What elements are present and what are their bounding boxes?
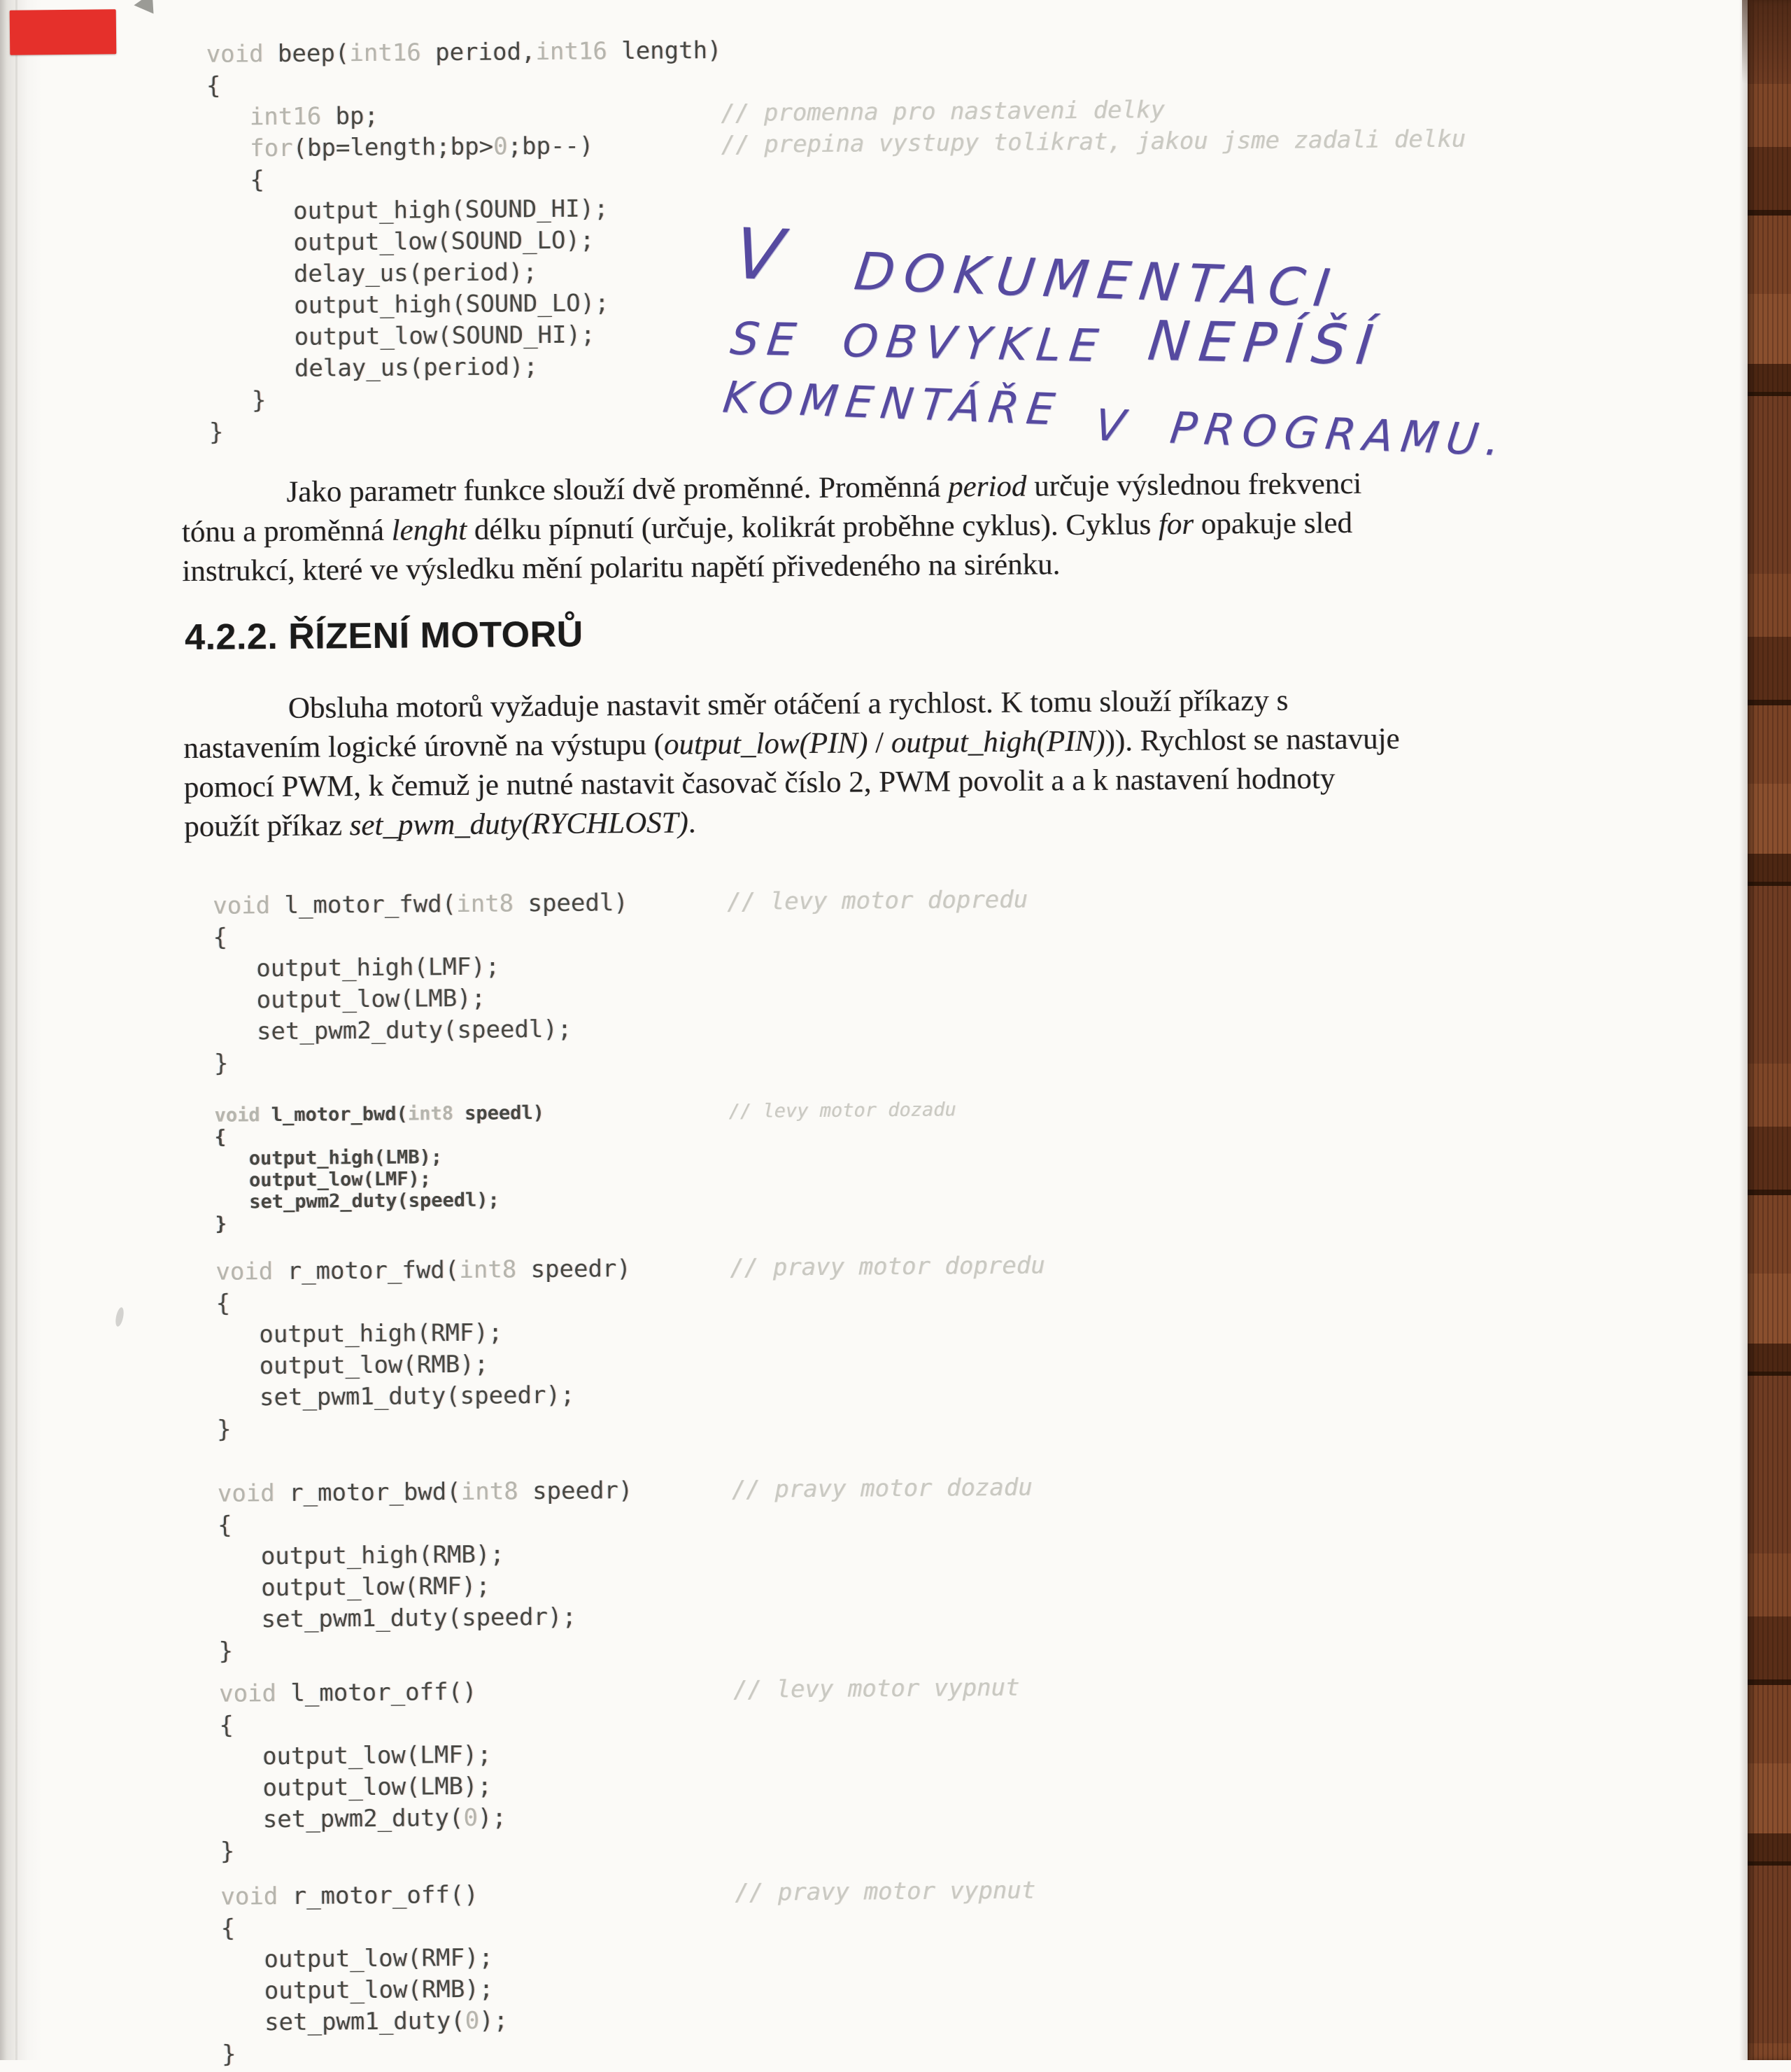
code-text: output_low(RMB); [216,1350,489,1381]
code-text: set_pwm2_duty(speedl); [215,1189,500,1213]
code-text: period, [420,38,536,67]
code-line [215,1167,545,1192]
code-line [217,1411,632,1446]
code-line [216,1316,632,1351]
code-comment: // prepina vystupy tolikrat, jakou jsme zadali delku [721,125,1466,160]
code-text [206,103,250,131]
text-segment: . [688,806,696,840]
code-text: ); [477,1803,507,1832]
code-line [208,255,723,291]
code-line [220,1739,507,1773]
code-line [216,1348,632,1383]
code-line [213,1013,629,1048]
code-text: { [206,71,221,100]
code-text: { [217,1511,232,1539]
code-text: set_pwm1_duty( [221,2006,465,2037]
italic-term: output_high(PIN) [891,724,1105,760]
handwritten-word: V PROGRAMU. [1091,399,1511,466]
code-l-motor-bwd [214,1099,956,1235]
code-text: output_high(SOUND_LO); [208,289,609,320]
code-text: speedr) [516,1255,632,1284]
code-text: output_low(LMB); [219,1772,493,1803]
code-text: set_pwm1_duty(speedr); [218,1602,577,1634]
code-text: output_low(SOUND_LO); [207,226,595,258]
code-text: { [213,923,228,952]
code-line [220,1770,507,1804]
text-segment: Obsluha motorů vyžaduje nastavit směr otáčení a rychlost. K tomu slouží příkazy s [288,684,1289,725]
code-text: output_low(RMB); [221,1975,494,2006]
code-keyword: int8 [459,1255,517,1284]
code-comment: // levy motor vypnut [732,1673,1020,1704]
code-keyword: 0 [493,132,508,161]
handwritten-word: KOMENTÁŘE [720,371,1066,435]
code-line [217,1473,1033,1510]
code-keyword: void [217,1479,290,1508]
code-text: l_motor_bwd( [271,1103,408,1127]
code-text: length) [607,36,722,66]
code-line [221,1973,508,2007]
text-segment: / [868,726,892,760]
code-text [207,134,250,162]
text-segment: pomocí PWM, k čemuž je nutné nastavit časovač číslo 2, PWM povolit a a k nastavení hodnoty [183,762,1336,805]
code-text: } [221,2040,236,2069]
code-keyword: void [220,1882,292,1911]
code-text: ;bp--) [507,132,594,161]
text-segment: délku pípnutí (určuje, kolikrát proběhne cyklus). Cyklus [466,508,1159,547]
code-text: speedl) [513,889,628,918]
code-line [209,413,725,449]
code-text: { [206,166,265,195]
handwritten-note-line [720,371,1511,466]
code-text: } [208,418,224,446]
code-text: output_low(RMF); [220,1943,494,1974]
code-line [206,66,722,102]
code-line [215,1211,546,1235]
code-text: output_low(SOUND_HI); [208,320,595,352]
code-line [215,1189,545,1213]
code-line [215,1251,1045,1288]
code-text: set_pwm2_duty( [220,1803,464,1834]
handwritten-word: V [730,213,862,299]
code-keyword: 0 [463,1803,479,1832]
code-keyword: void [218,1679,291,1708]
code-line [218,1538,633,1573]
code-keyword: int8 [456,889,514,919]
wood-desk-edge [1748,0,1791,2060]
text-segment: Jako parametr funkce slouží dvě proměnné. Proměnná [286,470,949,509]
text-segment: tónu a proměnná [181,514,392,549]
code-line [208,381,724,417]
text-segment: opakuje sled [1193,506,1353,541]
paragraph-motor-description [183,678,1724,847]
code-line [220,1910,507,1944]
code-line [217,1379,632,1414]
code-line [221,1942,508,1975]
code-line [220,1876,1036,1912]
code-text: l_motor_off() [290,1677,477,1707]
code-line [207,161,723,197]
code-line [215,1146,545,1170]
code-line [214,1045,630,1080]
code-comment: // promenna pro nastaveni delky [721,96,1165,128]
code-text: l_motor_fwd( [284,890,457,919]
code-text: } [218,1637,234,1665]
code-line [206,96,1165,134]
code-comment: // levy motor dopredu [726,885,1028,916]
code-line [218,1673,1020,1710]
code-keyword: void [213,891,285,920]
italic-term: set_pwm_duty(RYCHLOST) [349,806,689,843]
italic-term: lenght [391,513,467,547]
code-text: { [220,1914,236,1943]
text-segment: nastavením logické úrovně na výstupu ( [183,728,665,766]
code-keyword: int16 [249,102,322,132]
code-text: output_low(LMF); [219,1740,492,1771]
italic-term: period [948,470,1027,504]
text-segment: použít příkaz [184,809,350,844]
code-comment: // pravy motor dopredu [730,1251,1045,1282]
code-line [207,192,723,228]
code-comment: // pravy motor dozadu [731,1473,1033,1504]
code-text: } [220,1837,235,1866]
text-segment: určuje výslednou frekvenci [1026,467,1362,503]
code-line [208,318,724,354]
code-text: r_motor_fwd( [287,1256,460,1285]
code-text: } [215,1213,227,1235]
handwritten-word: NEPÍŠÍ [1145,309,1386,378]
italic-term: output_low(PIN) [663,726,868,761]
code-keyword: int8 [460,1477,518,1506]
code-r-motor-bwd [217,1473,1033,1668]
code-text: beep( [277,39,350,68]
italic-term: for [1158,507,1194,542]
code-text: output_high(LMF); [213,952,500,983]
code-text: set_pwm1_duty(speedr); [216,1381,575,1412]
code-line [208,224,723,260]
code-line [208,287,723,323]
text-segment: instrukcí, které ve výsledku mění polaritu napětí přivedeného na sirénku. [182,548,1061,589]
code-text: delay_us(period); [207,258,538,289]
handwritten-note-line [730,213,1345,319]
code-text: speedl) [453,1102,545,1125]
code-text: output_low(LMB); [213,984,486,1015]
code-r-motor-fwd [215,1251,1045,1446]
code-line [208,350,724,386]
code-comment: // levy motor dozadu [728,1099,956,1122]
code-text: } [216,1415,232,1444]
code-text: output_high(LMB); [214,1146,443,1170]
code-keyword: void [206,39,278,69]
code-r-motor-off [220,1876,1036,2070]
code-text: set_pwm2_duty(speedl); [213,1015,572,1046]
code-line [213,919,628,954]
text-segment: )). Rychlost se nastavuje [1105,722,1400,758]
code-text: } [208,386,267,415]
code-text: output_low(LMF); [215,1168,432,1192]
code-line [218,1570,634,1605]
code-text: output_high(RMF); [215,1318,503,1349]
handwritten-word: DOKUMENTACI [851,241,1343,319]
code-line [213,982,629,1017]
code-text: (bp=length;bp> [292,132,494,162]
section-heading: 4.2.2. ŘÍZENÍ MOTORŮ [184,614,583,658]
code-line [213,885,1028,922]
code-line [218,1601,634,1636]
code-text: r_motor_bwd( [288,1477,461,1507]
code-text: { [214,1126,227,1148]
code-keyword: 0 [465,2006,480,2035]
code-text: speedr) [518,1477,633,1506]
code-l-motor-fwd [213,885,1028,1080]
code-keyword: int8 [407,1103,454,1125]
code-text: } [213,1049,229,1078]
wood-desk-edge-dark-top [1742,0,1791,84]
code-text: output_high(RMB); [218,1540,505,1571]
code-comment: // pravy motor vypnut [735,1876,1036,1907]
handwritten-note-line [728,304,1386,379]
code-keyword: int16 [349,38,421,68]
code-text: { [219,1711,234,1740]
code-line [222,2005,509,2038]
code-keyword: void [215,1257,288,1286]
code-keyword: for [249,134,293,163]
code-line [222,2036,509,2070]
code-line [218,1507,633,1542]
page-right-edge-shadow [1739,0,1748,2060]
code-text: { [215,1289,231,1318]
code-line [218,1633,634,1668]
code-text: output_high(SOUND_HI); [207,195,609,226]
code-line [219,1707,506,1741]
code-line [220,1833,507,1867]
code-line [215,1124,545,1148]
code-keyword: void [214,1104,271,1127]
handwritten-word: SE OBVYKLE [728,313,1109,373]
code-text: delay_us(period); [208,353,539,383]
paragraph-beep-description [181,462,1721,591]
code-line [206,125,1466,165]
code-line [220,1802,507,1835]
code-text: bp; [320,101,379,131]
code-line [206,35,721,71]
code-line [213,950,629,985]
code-l-motor-off [218,1673,1020,1867]
code-line [215,1285,631,1320]
code-text: output_low(RMF); [218,1572,490,1602]
code-text: r_motor_off() [292,1880,479,1910]
code-keyword: int16 [535,37,607,66]
code-line [214,1099,956,1127]
code-text: ); [479,2006,509,2035]
